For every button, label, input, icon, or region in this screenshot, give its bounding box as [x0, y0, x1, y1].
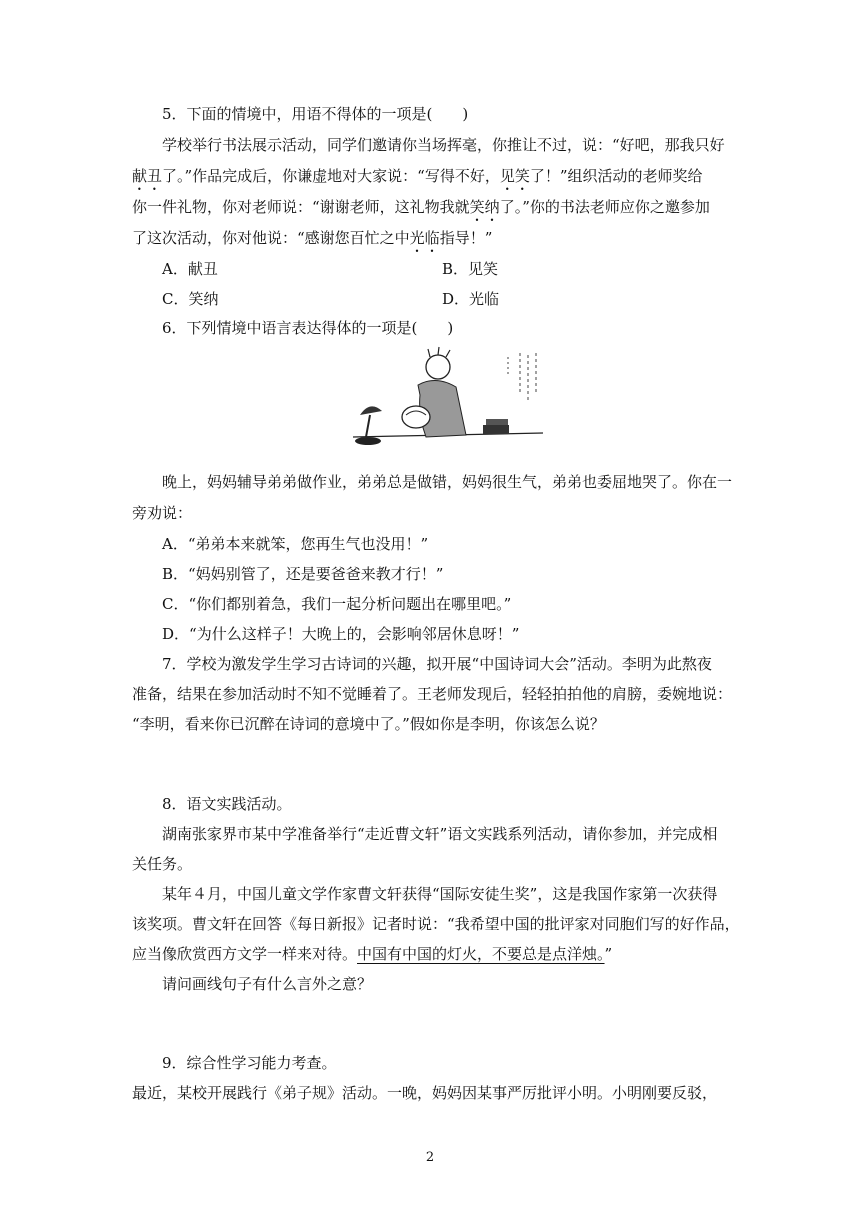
q9-line-1: 最近，某校开展践行《弟子规》活动。一晚，妈妈因某事严厉批评小明。小明刚要反驳， [132, 1084, 718, 1102]
q5-option-a: A．献丑 [162, 260, 218, 278]
q5-passage-line-2: 献丑了。”作品完成后，你谦虚地对大家说：“写得不好，见笑了！”组织活动的老师奖给 [132, 167, 703, 185]
q6-stem: 6．下列情境中语言表达得体的一项是( ) [162, 319, 454, 337]
q7-line-1: 7．学校为激发学生学习古诗词的兴趣，拟开展“中国诗词大会”活动。李明为此熬夜 [162, 655, 712, 673]
q6-option-d: D．“为什么这样子！大晚上的，会影响邻居休息呀！” [162, 625, 520, 643]
q5-stem: 5．下面的情境中，用语不得体的一项是( ) [162, 105, 469, 123]
q5-passage-line-3: 你一件礼物，你对老师说：“谢谢老师，这礼物我就笑纳了。”你的书法老师应你之邀参加 [132, 198, 710, 216]
q5-option-c: C．笑纳 [162, 290, 219, 308]
q8-question: 请问画线句子有什么言外之意？ [162, 975, 373, 993]
q5-option-b: B．见笑 [442, 260, 499, 278]
q5-passage-line-4: 了这次活动，你对他说：“感谢您百忙之中光临指导！” [132, 229, 493, 247]
q8-line-1: 湖南张家界市某中学准备举行“走近曹文轩”语文实践系列活动，请你参加，并完成相 [162, 825, 718, 843]
q5-dotted-word-xiaona: 笑纳 [469, 198, 500, 216]
q6-cartoon-illustration [348, 345, 548, 455]
q8-stem: 8．语文实践活动。 [162, 795, 292, 813]
q6-option-c: C．“你们都别着急，我们一起分析问题出在哪里吧。” [162, 595, 512, 613]
q8-line-2: 关任务。 [132, 855, 193, 873]
q5-option-d: D．光临 [442, 290, 500, 308]
q8-underlined-sentence: 中国有中国的灯火，不要总是点洋烛。 [357, 945, 605, 963]
q5-passage-line-1: 学校举行书法展示活动，同学们邀请你当场挥毫，你推让不过，说：“好吧，那我只好 [162, 136, 725, 154]
q6-context-line-1: 晚上，妈妈辅导弟弟做作业，弟弟总是做错，妈妈很生气，弟弟也委屈地哭了。你在一 [162, 473, 733, 491]
q9-stem: 9．综合性学习能力考查。 [162, 1054, 337, 1072]
q8-line-3: 某年４月，中国儿童文学作家曹文轩获得“国际安徒生奖”，这是我国作家第一次获得 [162, 885, 718, 903]
q8-line-4: 该奖项。曹文轩在回答《每日新报》记者时说：“我希望中国的批评家对同胞们写的好作品， [132, 915, 740, 933]
q7-line-3: “李明，看来你已沉醉在诗词的意境中了。”假如你是李明，你该怎么说？ [132, 715, 605, 733]
q5-dotted-word-xianchou: 献丑 [132, 167, 163, 185]
q8-line-5: 应当像欣赏西方文学一样来对待。中国有中国的灯火，不要总是点洋烛。” [132, 945, 613, 963]
q6-option-a: A．“弟弟本来就笨，您再生气也没用！” [162, 535, 429, 553]
q5-dotted-word-guanglin: 光临 [409, 229, 440, 247]
q6-option-b: B．“妈妈别管了，还是要爸爸来教才行！” [162, 565, 444, 583]
q7-line-2: 准备，结果在参加活动时不知不觉睡着了。王老师发现后，轻轻拍拍他的肩膀，委婉地说： [132, 685, 733, 703]
page-number: 2 [425, 1150, 435, 1165]
q5-dotted-word-jianxiao: 见笑 [499, 167, 530, 185]
q6-context-line-2: 旁劝说： [132, 504, 193, 522]
